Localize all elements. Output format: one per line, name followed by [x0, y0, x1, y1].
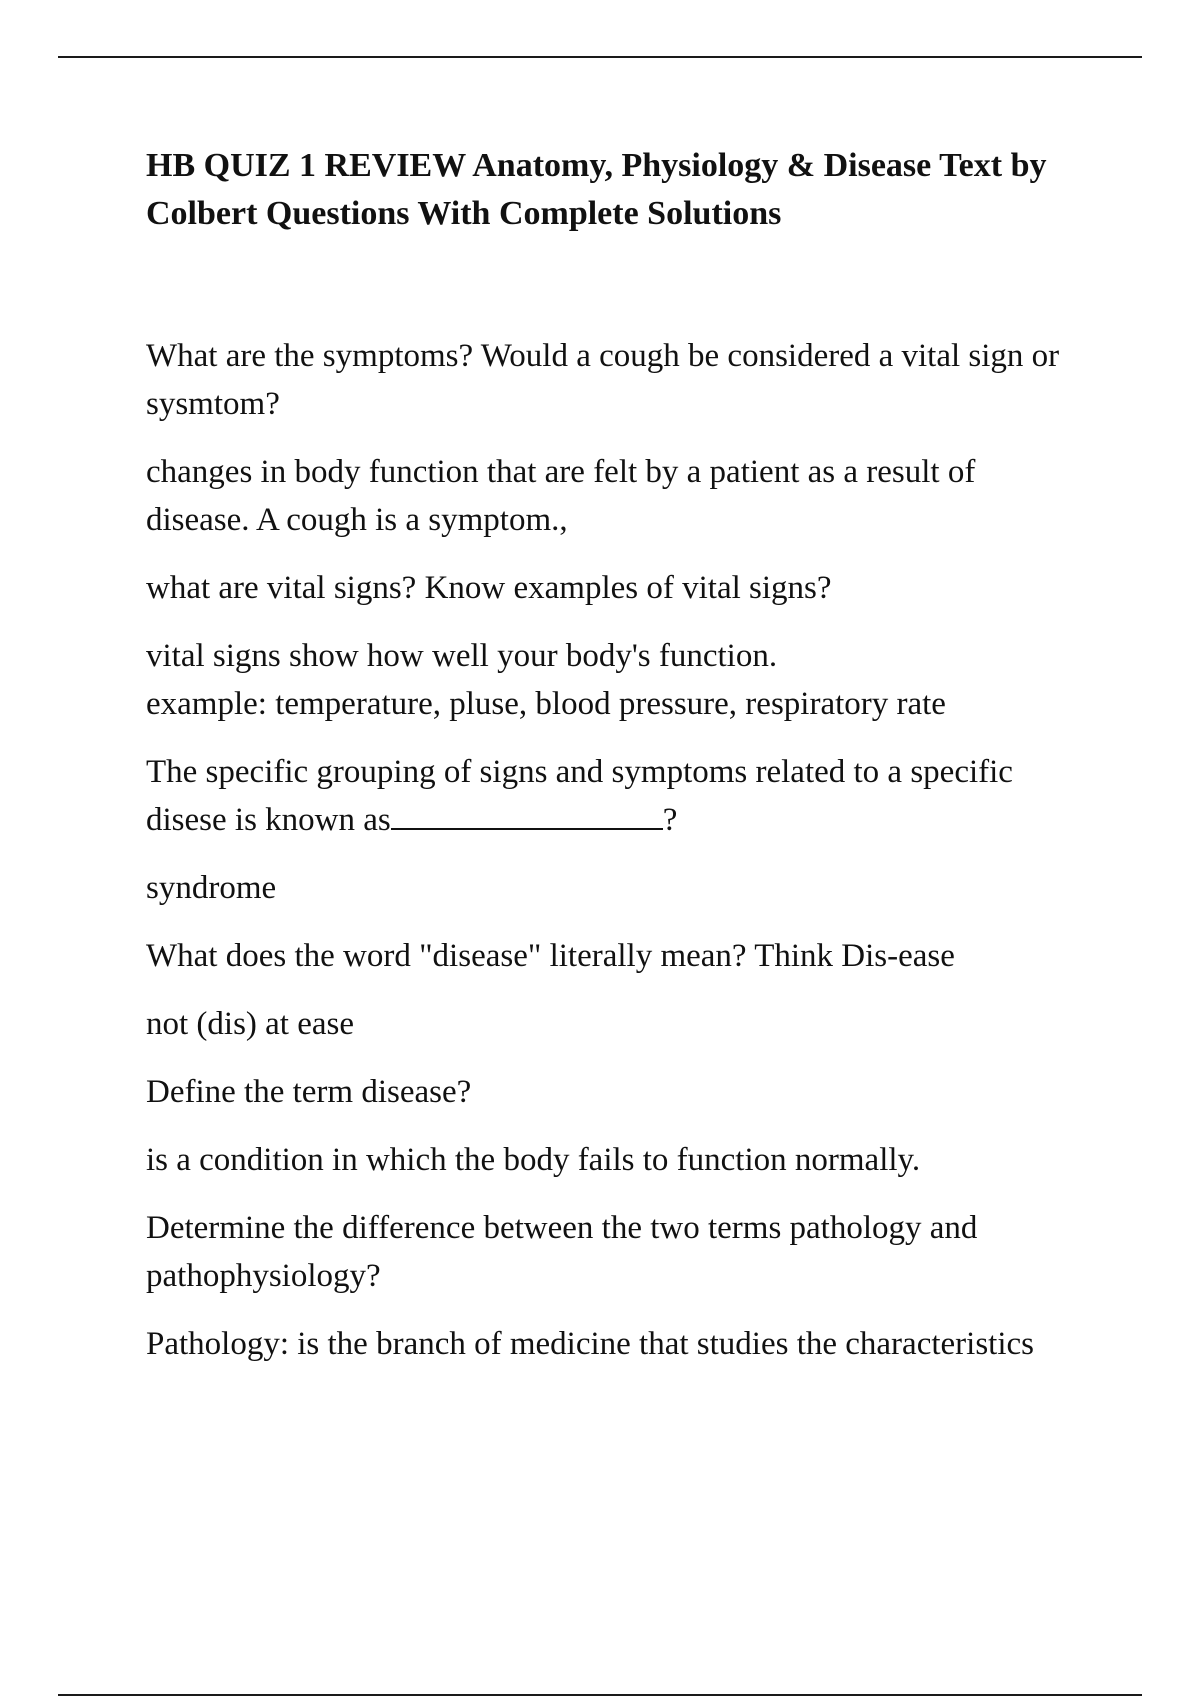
top-rule [58, 56, 1142, 58]
question-5: Define the term disease? [146, 1074, 472, 1110]
answer-5: is a condition in which the body fails to function normally. [146, 1142, 921, 1178]
question-1: What are the symptoms? Would a cough be considered a vital sign or sysmtom? [146, 338, 1060, 422]
question-2: what are vital signs? Know examples of vital signs? [146, 570, 832, 606]
bottom-rule [58, 1694, 1142, 1696]
question-3-text: The specific grouping of signs and symptoms related to a specific disese is known as [146, 754, 1013, 838]
document-title: HB QUIZ 1 REVIEW Anatomy, Physiology & Disease Text by Colbert Questions With Complete Solutions [146, 147, 1047, 232]
question-3 [146, 748, 1086, 844]
question-6: Determine the difference between the two terms pathology and pathophysiology? [146, 1210, 978, 1294]
answer-2: vital signs show how well your body's function. example: temperature, pluse, blood pressure, respiratory rate [146, 638, 946, 722]
question-4: What does the word "disease" literally mean? Think Dis-ease [146, 938, 955, 974]
answer-1: changes in body function that are felt by a patient as a result of disease. A cough is a symptom., [146, 454, 976, 538]
fill-in-blank-line [391, 796, 663, 830]
answer-3: syndrome [146, 870, 277, 906]
answer-4: not (dis) at ease [146, 1006, 355, 1042]
document-page [146, 142, 1086, 1388]
answer-6: Pathology: is the branch of medicine that studies the characteristics [146, 1326, 1034, 1362]
question-3-end: ? [662, 802, 678, 838]
qa-list [146, 332, 1086, 1368]
